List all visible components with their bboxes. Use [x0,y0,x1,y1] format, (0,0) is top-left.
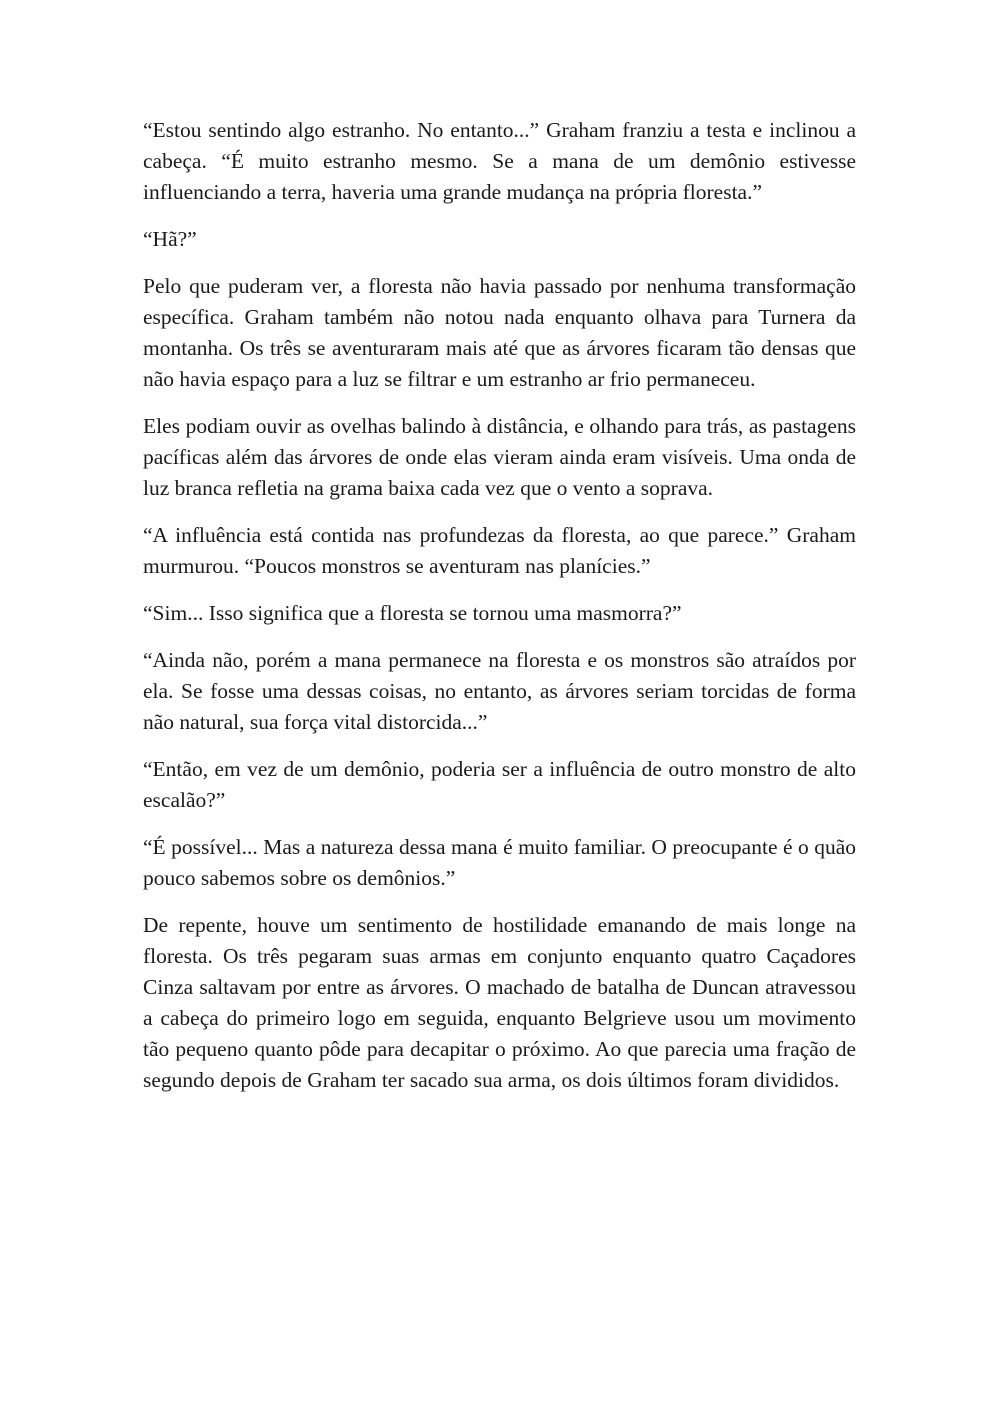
paragraph-2: “Hã?” [143,227,197,251]
paragraph-8: “Então, em vez de um demônio, poderia ser a influência de outro monstro de alto escalão?” [143,757,856,812]
paragraph-10: De repente, houve um sentimento de hostilidade emanando de mais longe na floresta. Os três pegaram suas armas em conjunto enquanto quatro Caçadores Cinza saltavam por entre as árvores. O machado de batalha de Duncan atravessou a cabeça do primeiro logo em seguida, enquanto Belgrieve usou um movimento tão pequeno quanto pôde para decapitar o próximo. Ao que parecia uma fração de segundo depois de Graham ter sacado sua arma, os dois últimos foram divididos. [143,913,856,1092]
paragraph-9: “É possível... Mas a natureza dessa mana é muito familiar. O preocupante é o quão pouco sabemos sobre os demônios.” [143,835,856,890]
paragraph-1: “Estou sentindo algo estranho. No entanto...” Graham franziu a testa e inclinou a cabeça. “É muito estranho mesmo. Se a mana de um demônio estivesse influenciando a terra, haveria uma grande mudança na própria floresta.” [143,118,856,204]
paragraph-4: Eles podiam ouvir as ovelhas balindo à distância, e olhando para trás, as pastagens pacíficas além das árvores de onde elas vieram ainda eram visíveis. Uma onda de luz branca refletia na grama baixa cada vez que o vento a soprava. [143,414,856,500]
paragraph-3: Pelo que puderam ver, a floresta não havia passado por nenhuma transformação específica. Graham também não notou nada enquanto olhava para Turnera da montanha. Os três se aventuraram mais até que as árvores ficaram tão densas que não havia espaço para a luz se filtrar e um estranho ar frio permaneceu. [143,274,856,391]
paragraph-5: “A influência está contida nas profundezas da floresta, ao que parece.” Graham murmurou. “Poucos monstros se aventuram nas planícies.” [143,523,856,578]
body-text [143,115,856,1112]
paragraph-6: “Sim... Isso significa que a floresta se tornou uma masmorra?” [143,601,682,625]
paragraph-7: “Ainda não, porém a mana permanece na floresta e os monstros são atraídos por ela. Se fosse uma dessas coisas, no entanto, as árvores seriam torcidas de forma não natural, sua força vital distorcida...” [143,648,856,734]
